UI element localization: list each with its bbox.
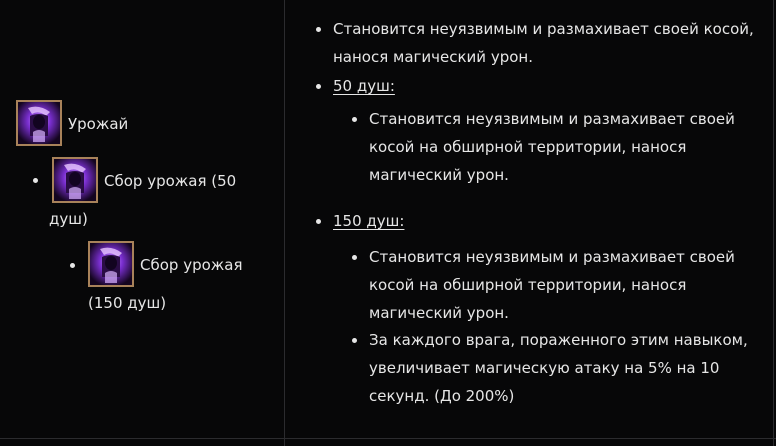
- description-text: косой на обширной территории, нанося: [369, 138, 687, 156]
- skill-label-harvest[interactable]: Урожай: [68, 115, 129, 133]
- bullet-dot: [352, 117, 357, 122]
- description-text: увеличивает магическую атаку на 5% на 10: [369, 359, 720, 377]
- reaper-skill-icon[interactable]: [52, 157, 98, 203]
- description-text: секунд. (До 200%): [369, 387, 515, 405]
- skill-label-harvest-150[interactable]: Сбор урожая: [140, 256, 243, 274]
- description-text: косой на обширной территории, нанося: [369, 276, 687, 294]
- description-text: Становится неуязвимым и размахивает своей косой,: [333, 20, 754, 38]
- description-text: магический урон.: [369, 166, 509, 184]
- bullet-dot: [33, 178, 38, 183]
- heading-150-souls[interactable]: 150 душ:: [333, 212, 405, 230]
- description-text: нанося магический урон.: [333, 48, 533, 66]
- description-text: магический урон.: [369, 304, 509, 322]
- skill-label-harvest-50-cont[interactable]: душ): [49, 210, 88, 228]
- table-divider: [0, 438, 776, 439]
- bullet-dot: [316, 27, 321, 32]
- skill-label-harvest-150-cont[interactable]: (150 душ): [88, 294, 167, 312]
- heading-50-souls[interactable]: 50 душ:: [333, 77, 395, 95]
- skill-label-harvest-50[interactable]: Сбор урожая (50: [104, 172, 237, 190]
- description-text: За каждого врага, пораженного этим навыком,: [369, 331, 748, 349]
- description-list: [285, 0, 776, 446]
- reaper-skill-icon[interactable]: [16, 100, 62, 146]
- reaper-skill-icon[interactable]: [88, 241, 134, 287]
- bullet-dot: [352, 338, 357, 343]
- table-divider: [773, 0, 774, 446]
- description-text: Становится неуязвимым и размахивает своей: [369, 248, 735, 266]
- bullet-dot: [70, 263, 75, 268]
- skill-tree-column: [0, 0, 285, 446]
- description-column: [285, 0, 776, 446]
- description-text: Становится неуязвимым и размахивает своей: [369, 110, 735, 128]
- bullet-dot: [316, 219, 321, 224]
- bullet-dot: [316, 84, 321, 89]
- bullet-dot: [352, 255, 357, 260]
